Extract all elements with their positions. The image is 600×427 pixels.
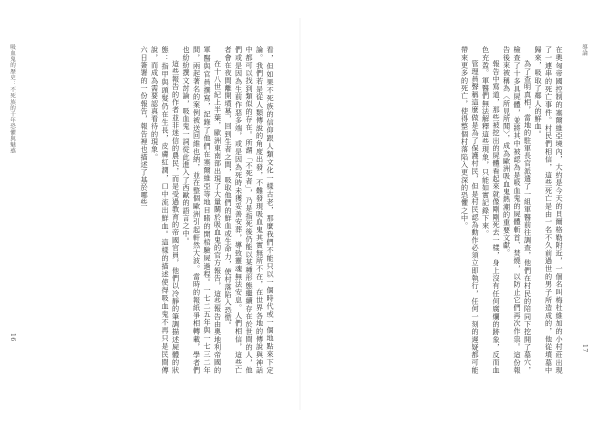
running-head-right: 導論 — [581, 44, 587, 57]
paragraph: 管理員聲稱這麼做是為了保護村民，但是村民認為動作必須立即執行，任何一刻的遲疑都可能帶來更多的死亡，使得整個村落陷入更深的恐懼之中。 — [460, 46, 480, 374]
paragraph: 這些報告的作者並非迷信的農民，而是受過教育的帝國官員，他們以冷靜的筆調描述屍體的狀態：指甲與頭髮仍在生長，皮膚紅潤，口中流出鮮血。這樣的描述使得吸血鬼不再只是民間傳說，而成為需要認真看待的現象。 — [150, 46, 181, 374]
paragraph: 為了查明真相，當地的駐軍長官派遣了一組軍醫前往調查，他們在村民的陪同下挖開了墓穴，檢查了十多具屍體，並將其中被認為是吸血鬼的屍體斬首、焚燒，以防止它們再次作祟。這份報告後來被稱為〈所見所聞〉，成為歐洲吸血鬼熱潮的重要文獻。 — [502, 46, 533, 374]
left-page-body — [30, 46, 275, 374]
page-number-left: 16 — [9, 333, 16, 342]
right-page-body — [326, 46, 564, 374]
running-head-left: 吸血鬼的歷史：不死族的千年恐懼與魅惑 — [9, 44, 15, 154]
page-number-right: 17 — [581, 344, 588, 353]
right-page — [300, 0, 600, 427]
paragraph: 報告中寫道，那些被挖出的屍體看起來就像剛剛死去一樣，身上沒有任何腐爛的跡象，反而血色充盈。軍醫們無法解釋這些現象，只能如實記錄下來。 — [481, 46, 501, 374]
paragraph: 在十八世紀上半葉，歐洲東南部出現了大量關於吸血鬼的官方報告，這些報告由奧地利帝國的軍醫與官員撰寫，記錄了他們在塞爾維亞等地目睹的開棺驗屍過程。一七二五年與一七三二年間，兩起著名的案例被送回維也納，並在整個歐洲引起軒然大波。當時的報紙爭相轉載，學者們也紛紛撰文討論，吸血鬼一詞從此進入了西歐的語言之中。 — [182, 46, 223, 374]
paragraph: 在奧匈帝國控制的塞爾維亞境內，大約是今天的貝爾格勒附近，一個名叫梅杜維加的小村莊出現了一連串的死亡事件。村民們相信，這些死亡是由一名不久前過世的男子所造成的，他從墳墓中歸來，吸取了鄰人的鮮血。 — [534, 46, 564, 374]
paragraph: 六日簽署的一份報告，報告裡也描述了基於哪些 — [140, 46, 149, 207]
paragraph: 看，但如果不死族的信仰跟人類文化一樣古老，那麼我們不能只以一個時代或一個地點來下定論。我們若是從人類傳說的角度出發，不難發現吸血鬼其實無所不在，在世界各地的傳說與神話中都可以找到類似的存在。所謂「不死者」，乃是指死後仍能以某種形態繼續存在於世間的人，他們或是因為生前作惡多端，或是因為死時未獲妥善安葬，導致靈魂無法安息。人們相信，這些亡者會在夜間離開墳墓，回到生者之間，吸取他們的鮮血或生命力，使村落陷入恐慌。 — [224, 46, 275, 374]
